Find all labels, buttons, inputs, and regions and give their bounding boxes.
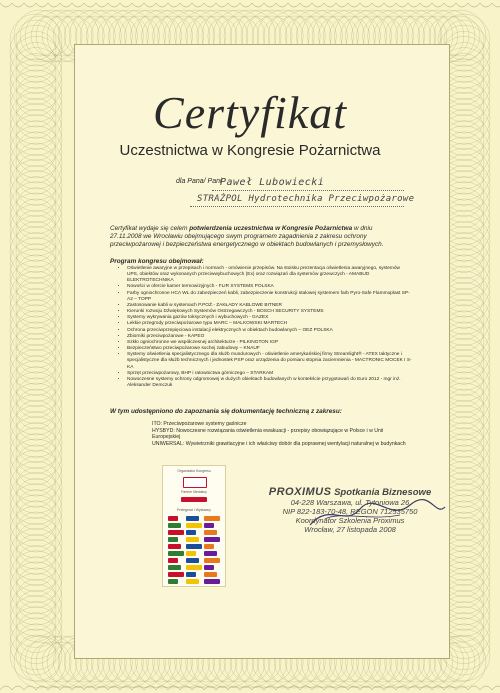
sponsor-logo xyxy=(204,579,220,584)
list-item: • Sprzęt przeciwpożarowy, BHP i ratownictwa górniczego – STARKAM xyxy=(127,371,412,377)
organizer-label: Organizator Kongresu xyxy=(177,469,211,473)
organizer-logo xyxy=(183,477,207,488)
stamp-coordinator: Koordynator Szkolenia Proximus xyxy=(295,516,405,525)
list-item: • Szkło ogniochronne we współczesnej architekturze - PILKINGTON IGP xyxy=(127,340,412,346)
sponsor-logo xyxy=(168,572,184,577)
stamp-address: 04-228 Warszawa, ul. Tytoniowa 26 xyxy=(290,498,410,507)
certificate-title: Certyfikat xyxy=(153,87,347,138)
stamp-place-date: Wrocław, 27 listopada 2008 xyxy=(304,525,396,534)
list-item: • Ochrona przeciwprzepięciowa instalacji elektrycznych w obiektach budowlanych – OEZ POLSKA xyxy=(127,328,412,334)
list-item: • Lekkie przegrody przeciwpożarowe typu MARC – MALKOWSKI MARTECH xyxy=(127,321,412,327)
sponsor-logo xyxy=(204,551,217,556)
list-item: • Zastosowanie kabli w systemach P.POŻ.- ZAKŁADY KABLOWE BITNER xyxy=(127,303,412,309)
sponsor-logo xyxy=(204,558,220,563)
list-item: • Nowoczesne systemy ochrony odgromowej w dużych obiektach budowlanych w kontekście przygotowań do Euro 2012 - mgr inż. Aleksander Demczuk xyxy=(127,377,412,389)
list-item: • Bezpieczeństwo przeciwpożarowe suchej zabudowy – KNAUF xyxy=(127,346,412,352)
list-item: ITO: Przeciwpożarowe systemy gaśnicze xyxy=(152,421,247,427)
list-item: • Systemy oświetlenia specjalistycznego dla służb mundurowych - oświetlenie amerykańskiej firmy Streamlight® - ATEX taktyczne i specjalistyczne dla służb technicznych i jednostek PSP oraz urządzenia do pomiaru stopnia zaciemnienia - MACTRONIC MOCEK I S-KA xyxy=(127,352,412,370)
sponsor-logo xyxy=(168,565,181,570)
sponsor-logo xyxy=(168,523,181,528)
sponsor-logo xyxy=(186,558,199,563)
list-item: • Farby ogniochronne HCA WL do zabezpieczeń kabli, zabezpieczenie konstrukcji stalowej systemem farb Pyro-Safe Flammoplast SP-A2 – TOPP xyxy=(127,291,412,303)
participant-dotted-line xyxy=(212,190,404,191)
intro-bold: potwierdzenia uczestnictwa w Kongresie Pożarnictwa xyxy=(189,225,353,232)
sponsor-logo xyxy=(186,523,202,528)
sponsor-logo xyxy=(186,579,199,584)
sponsor-logo xyxy=(204,544,214,549)
stamp-title: Spotkania Biznesowe xyxy=(331,487,432,498)
sponsor-logo xyxy=(204,516,220,521)
certificate-subtitle: Uczestnictwa w Kongresie Pożarnictwa xyxy=(119,142,381,159)
program-heading: Program kongresu obejmował: xyxy=(110,258,204,265)
docs-heading: W tym udostępniono do zapoznania się dokumentację techniczną z zakresu: xyxy=(110,408,342,415)
partner-label: Partner Medialny xyxy=(181,490,207,494)
company-dotted-line xyxy=(190,206,404,207)
sponsors-panel xyxy=(162,465,226,587)
docs-list xyxy=(152,421,412,447)
sponsor-logo xyxy=(168,579,178,584)
partner-logo xyxy=(181,497,207,502)
sponsor-logo xyxy=(168,537,178,542)
sponsor-logo xyxy=(186,516,199,521)
list-item: UNIWERSAL: Wywietrzniki grawitacyjne i ich właściwy dobór dla poprawnej wentylacji naturalnej w budynkach xyxy=(152,440,406,447)
sponsor-logo xyxy=(204,537,220,542)
sponsor-logo xyxy=(168,558,178,563)
company-stamp xyxy=(250,486,450,534)
stamp-tax-ids: NIP 822-183-70-48, REGON 712535750 xyxy=(282,507,418,516)
list-item: • Systemy wykrywania gazów toksycznych i wybuchowych - GAZEX xyxy=(127,315,412,321)
participant-name: Paweł Lubowiecki xyxy=(220,177,325,188)
stamp-brand: PROXIMUS xyxy=(268,486,332,498)
sponsor-logo xyxy=(186,565,202,570)
participant-company: STRAŻPOL Hydrotechnika Przeciwpożarowe xyxy=(197,194,415,204)
sponsor-logo xyxy=(186,551,196,556)
list-item: • Kierunki rozwoju Dźwiękowych Systemów Ostrzegawczych - BOSCH SECURITY SYSTEMS xyxy=(127,309,412,315)
sponsor-logo xyxy=(204,530,217,535)
list-item: • Nowości w ofercie kamer termowizyjnych - FLIR SYSTEMS POLSKA xyxy=(127,284,412,290)
sponsor-logo xyxy=(186,544,202,549)
sponsor-logo xyxy=(168,544,181,549)
exhibitors-label: Prelegenci i Wystawcy xyxy=(177,508,211,512)
sponsor-logo xyxy=(168,530,184,535)
sponsor-logo xyxy=(186,572,196,577)
sponsor-logo xyxy=(186,530,196,535)
sponsor-logo xyxy=(186,537,199,542)
sponsor-logo xyxy=(204,565,214,570)
program-list xyxy=(118,266,412,389)
list-item: • Oświetlenie awaryjne w przepisach i normach - omówienie przepisów. Na stoisku prezentacja oświetlenia awaryjnego, systemów UPS, obiektów oraz wykonanych przeciwwybuchowych (Ex) oraz rozwiązań dla systemów grzewczych - AMABUD ELEKTROTECHNIKA xyxy=(127,266,412,284)
sponsor-logo xyxy=(168,516,178,521)
sponsor-logo xyxy=(168,551,184,556)
for-label: dla Pana/ Pani xyxy=(176,178,222,185)
sponsor-logo xyxy=(204,523,214,528)
sponsor-logo xyxy=(204,572,217,577)
list-item: HYSBYD: Nowoczesne rozwiązania oświetlenia ewakuacji - przepisy obowiązujące w Polsce i w Unii Europejskiej xyxy=(152,427,384,440)
list-item: • Zbiorniki przeciwpożarowe - KAPEO xyxy=(127,334,412,340)
intro-paragraph: Certyfikat wydaje się celem potwierdzenia uczestnictwa w Kongresie Pożarnictwa w dniu 27.11.2008 we Wrocławiu obejmującego swym programem zagadnienia z zakresu ochrony przeciwpożarowej i bezpieczeństwa energetycznego w obiektach budowlanych i przemysłowych. xyxy=(110,225,384,248)
